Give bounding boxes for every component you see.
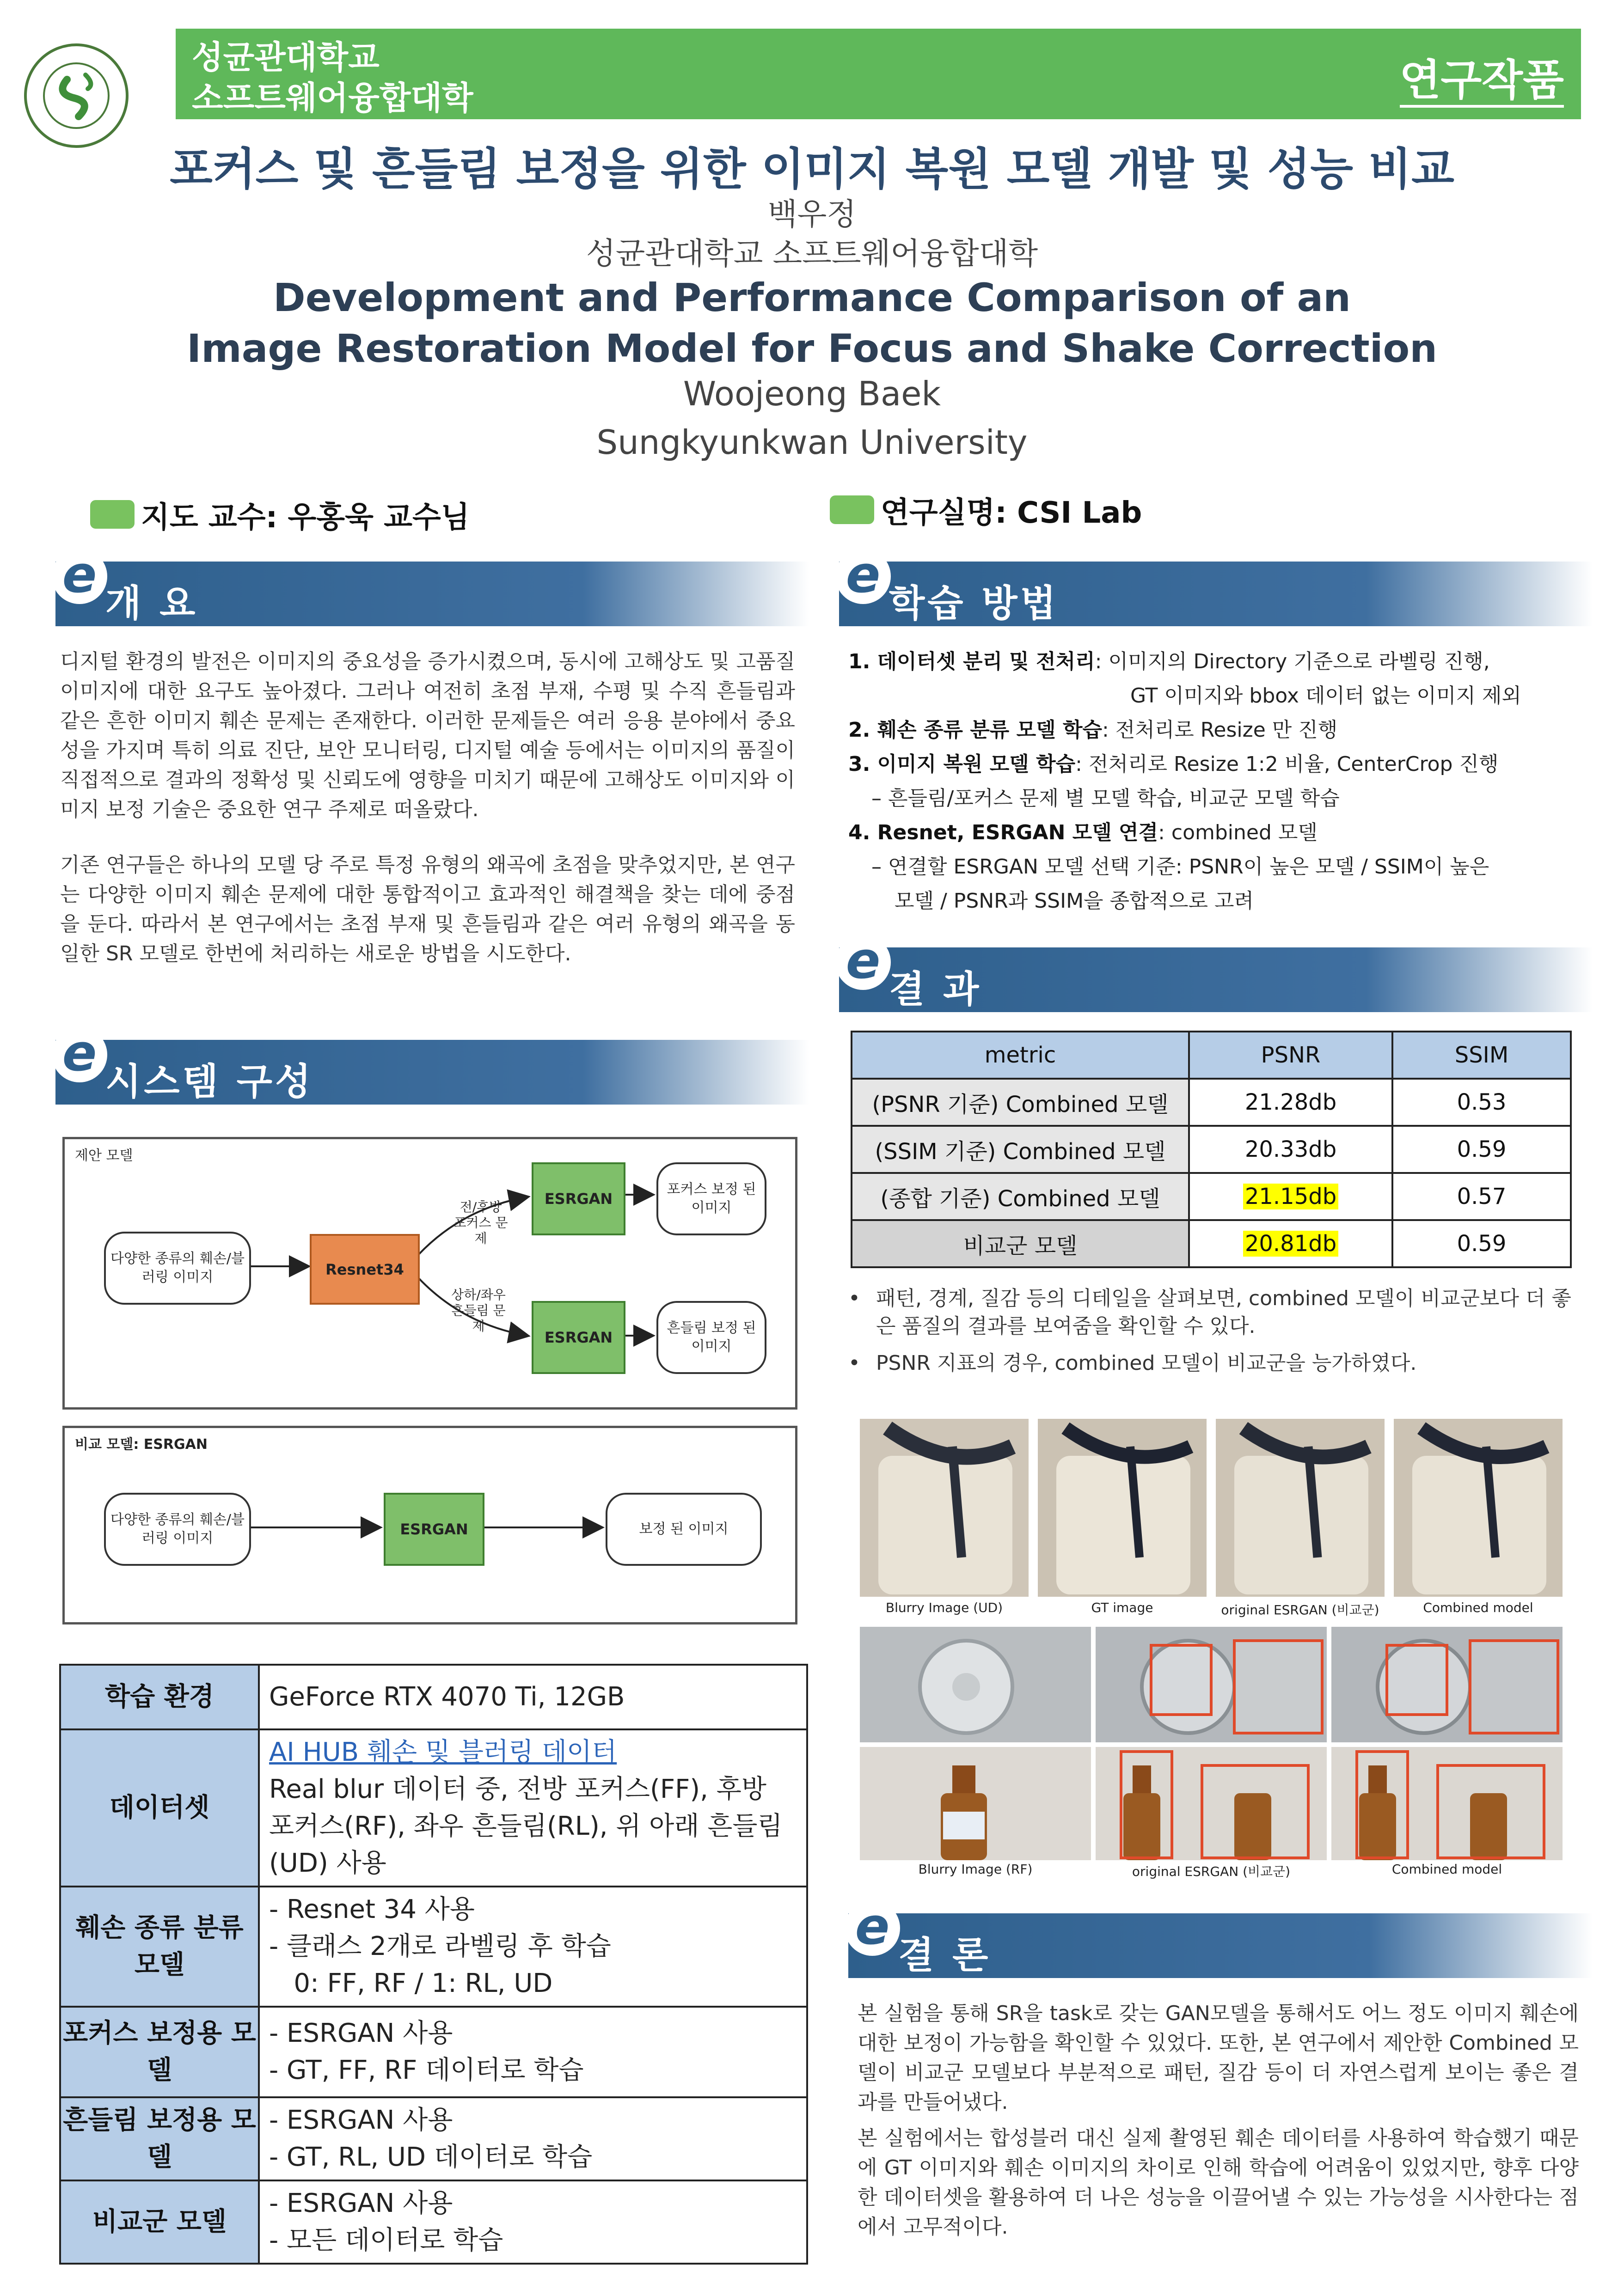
header-cell: metric: [852, 1032, 1189, 1079]
section-overview-header: [55, 545, 809, 626]
list-item-continuation: GT 이미지와 bbox 데이터 없는 이미지 제외: [1130, 684, 1521, 708]
diagram-title: 제안 모델: [75, 1148, 133, 1164]
caption: GT image: [1091, 1600, 1153, 1615]
photo-fan-blurry: [860, 1627, 1091, 1742]
row-value: - 클래스 2개로 라벨링 후 학습: [269, 1931, 611, 1961]
photo-bag-esrgan: [1216, 1419, 1385, 1597]
table-row: [852, 1079, 1571, 1126]
table-row: [60, 1665, 807, 1729]
ssim-cell: 0.59: [1392, 1220, 1571, 1267]
row-value: 0: FF, RF / 1: RL, UD: [269, 1968, 553, 1998]
caption: Combined model: [1391, 1862, 1502, 1877]
caption: Combined model: [1423, 1600, 1533, 1615]
table-row: [60, 2097, 807, 2180]
section-conclusion-header: [848, 1897, 1593, 1978]
row-value: - GT, FF, RF 데이터로 학습: [269, 2055, 584, 2085]
proposed-model-diagram: [62, 1137, 797, 1410]
lab-label: 연구실명: CSI Lab: [881, 496, 1142, 530]
psnr-cell-highlighted: 20.81db: [1243, 1231, 1338, 1257]
list-subitem: – 연결할 ESRGAN 모델 선택 기준: PSNR이 높은 모델 / SSIM이 높은: [871, 855, 1489, 879]
header-cell: PSNR: [1189, 1032, 1392, 1079]
list-item: 4. Resnet, ESRGAN 모델 연결: combined 모델: [848, 821, 1318, 844]
photo-bag-combined: [1394, 1419, 1563, 1597]
section-title: 시스템 구성: [105, 1060, 314, 1103]
category-tag: 연구작품: [1400, 46, 1564, 107]
advisor-label: 지도 교수: 우홍욱 교수님: [141, 501, 470, 535]
title-english-line1: Development and Performance Comparison of an: [273, 275, 1351, 320]
list-item: • 패턴, 경계, 질감 등의 디테일을 살펴보면, combined 모델이 비교군보다 더 좋은 품질의 결과를 보여줌을 확인할 수 있다.: [848, 1287, 1571, 1338]
diagram-title: 비교 모델: ESRGAN: [75, 1436, 208, 1453]
row-label: (PSNR 기준) Combined 모델: [852, 1079, 1189, 1126]
ssim-cell: 0.59: [1392, 1126, 1571, 1173]
section-results-header: [839, 931, 1593, 1012]
list-item: • PSNR 지표의 경우, combined 모델이 비교군을 능가하였다.: [848, 1351, 1417, 1375]
comparison-model-diagram: [62, 1426, 797, 1624]
author-english: Woojeong Baek: [683, 374, 941, 413]
input-images-node: 다양한 종류의 훼손/블러링 이미지: [104, 1232, 251, 1305]
row-label: 학습 환경: [60, 1665, 259, 1729]
list-item: 3. 이미지 복원 모델 학습: 전처리로 Resize 1:2 비율, CenterCrop 진행: [848, 752, 1499, 776]
row-label: 흔들림 보정용 모델: [60, 2097, 259, 2180]
row-label: (종합 기준) Combined 모델: [852, 1173, 1189, 1220]
university-seal-logo: [23, 43, 129, 149]
esrgan-shake-node: ESRGAN: [532, 1301, 625, 1374]
row-label: 비교군 모델: [60, 2180, 259, 2264]
row-value: - 모든 데이터로 학습: [269, 2225, 503, 2255]
row-value: GeForce RTX 4070 Ti, 12GB: [269, 1682, 625, 1712]
section-e-icon: e: [835, 934, 891, 990]
row-label: 훼손 종류 분류 모델: [60, 1887, 259, 2007]
branch-label-shake: 상하/좌우 흔들림 문제: [451, 1287, 506, 1334]
esrgan-focus-node: ESRGAN: [532, 1162, 625, 1235]
input-images-node: 다양한 종류의 훼손/블러링 이미지: [104, 1493, 251, 1566]
section-title: 개 요: [105, 582, 198, 625]
photo-bottle-esrgan: [1096, 1747, 1327, 1860]
psnr-cell: 20.33db: [1189, 1126, 1392, 1173]
caption: Blurry Image (RF): [918, 1862, 1033, 1877]
result-comparison-figure: [860, 1419, 1563, 1881]
psnr-cell-highlighted: 21.15db: [1243, 1184, 1338, 1209]
photo-fan-combined: [1331, 1627, 1563, 1742]
ssim-cell: 0.53: [1392, 1079, 1571, 1126]
photo-bottle-blurry: [860, 1747, 1091, 1860]
section-e-icon: e: [845, 1900, 900, 1956]
method-list: [848, 645, 1588, 918]
table-row: [852, 1173, 1571, 1220]
table-row: [60, 2007, 807, 2097]
list-subitem: 모델 / PSNR과 SSIM을 종합적으로 고려: [895, 889, 1254, 913]
list-subitem: – 흔들림/포커스 문제 별 모델 학습, 비교군 모델 학습: [871, 787, 1340, 810]
row-value: - Resnet 34 사용: [269, 1894, 475, 1924]
branch-label-focus: 전/후방 포커스 문제: [453, 1199, 508, 1246]
photo-bag-blurry: [860, 1419, 1029, 1597]
lab-bullet: [830, 495, 874, 524]
row-value: - ESRGAN 사용: [269, 2188, 453, 2218]
conclusion-paragraph-1: 본 실험을 통해 SR을 task로 갖는 GAN모델을 통해서도 어느 정도 이미지 훼손에 대한 보정이 가능함을 확인할 수 있었다. 또한, 본 연구에서 제안한 Combined 모델이 비교군 모델보다 부분적으로 패턴, 질감 등이 더 자연스럽게 보이는 좋은 결과를 만들어냈다.: [858, 2002, 1579, 2114]
row-label: (SSIM 기준) Combined 모델: [852, 1126, 1189, 1173]
ssim-cell: 0.57: [1392, 1173, 1571, 1220]
overview-paragraph-2: 기존 연구들은 하나의 모델 당 주로 특정 유형의 왜곡에 초점을 맞추었지만, 본 연구는 다양한 이미지 훼손 문제에 대한 통합적이고 효과적인 해결책을 찾는 데에 중점을 둔다. 따라서 본 연구에서는 초점 부재 및 흔들림과 같은 여러 유형의 왜곡을 동일한 SR 모델로 한번에 처리하는 새로운 방법을 시도한다.: [60, 853, 795, 965]
list-item: 1. 데이터셋 분리 및 전처리: 이미지의 Directory 기준으로 라벨링 진행,: [848, 650, 1490, 673]
resnet34-node: Resnet34: [310, 1234, 420, 1305]
overview-paragraph-1: 디지털 환경의 발전은 이미지의 중요성을 증가시켰으며, 동시에 고해상도 및 고품질 이미지에 대한 요구도 높아졌다. 그러나 여전히 초점 부재, 수평 및 수직 흔들림과 같은 흔한 이미지 훼손 문제는 존재한다. 이러한 문제들은 여러 응용 분야에서 중요성을 가지며 특히 의료 진단, 보안 모니터링, 디지털 예술 등에서는 이미지의 품질이 직접적으로 결과의 정확성 및 신뢰도에 영향을 미치기 때문에 고해상도 이미지와 이미지 보정 기술은 중요한 연구 주제로 떠올랐다.: [60, 650, 795, 821]
university-name: 성균관대학교 소프트웨어융합대학: [192, 38, 473, 117]
output-node: 보정 된 이미지: [606, 1493, 762, 1566]
author-korean: 백우정: [767, 196, 857, 232]
row-label: 포커스 보정용 모델: [60, 2007, 259, 2097]
header-cell: SSIM: [1392, 1032, 1571, 1079]
title-korean: 포커스 및 흔들림 보정을 위한 이미지 복원 모델 개발 및 성능 비교: [170, 143, 1454, 195]
caption: Blurry Image (UD): [885, 1600, 1003, 1615]
section-method-header: [839, 545, 1593, 626]
row-label: 비교군 모델: [852, 1220, 1189, 1267]
photo-fan-esrgan: [1096, 1627, 1327, 1742]
output-shake-node: 흔들림 보정 된 이미지: [656, 1301, 766, 1374]
table-row: [60, 1729, 807, 1887]
affiliation-english: Sungkyunkwan University: [596, 423, 1028, 462]
results-table: [851, 1031, 1572, 1268]
section-title: 학습 방법: [889, 582, 1059, 625]
title-english-line2: Image Restoration Model for Focus and Shake Correction: [186, 326, 1438, 371]
row-value: - GT, RL, UD 데이터로 학습: [269, 2142, 593, 2172]
section-system-header: [55, 1023, 809, 1105]
row-value: Real blur 데이터 중, 전방 포커스(FF), 후방 포커스(RF), 좌우 흔들림(RL), 위 아래 흔들림(UD) 사용: [269, 1774, 783, 1878]
table-row: [852, 1126, 1571, 1173]
section-e-icon: e: [835, 549, 891, 604]
conclusion-paragraph-2: 본 실험에서는 합성블러 대신 실제 촬영된 훼손 데이터를 사용하여 학습했기 때문에 GT 이미지와 훼손 이미지의 차이로 인해 학습에 어려움이 있었지만, 향후 다양한 데이터셋을 활용하여 더 나은 성능을 이끌어낼 수 있는 가능성을 시사한다는 점에서 고무적이다.: [858, 2126, 1579, 2239]
row-value: - ESRGAN 사용: [269, 2018, 453, 2048]
training-environment-table: [59, 1664, 808, 2265]
section-e-icon: e: [52, 1027, 107, 1082]
esrgan-node: ESRGAN: [384, 1493, 484, 1566]
affiliation-korean: 성균관대학교 소프트웨어융합대학: [586, 236, 1038, 271]
table-row: [60, 2180, 807, 2264]
results-bullets: [848, 1285, 1579, 1377]
row-label: 데이터셋: [60, 1729, 259, 1887]
caption: original ESRGAN (비교군): [1132, 1864, 1291, 1879]
section-title: 결 과: [889, 968, 982, 1011]
output-focus-node: 포커스 보정 된 이미지: [656, 1162, 766, 1235]
section-title: 결 론: [898, 1934, 991, 1977]
table-header-row: [852, 1032, 1571, 1079]
row-value: - ESRGAN 사용: [269, 2105, 453, 2135]
advisor-bullet: [90, 500, 135, 529]
list-item: 2. 훼손 종류 분류 모델 학습: 전처리로 Resize 만 진행: [848, 718, 1338, 742]
photo-bottle-combined: [1331, 1747, 1563, 1860]
table-row: [60, 1887, 807, 2007]
psnr-cell: 21.28db: [1189, 1079, 1392, 1126]
photo-bag-gt: [1038, 1419, 1207, 1597]
section-e-icon: e: [52, 549, 107, 604]
caption: original ESRGAN (비교군): [1221, 1602, 1379, 1618]
table-row: [852, 1220, 1571, 1267]
dataset-link[interactable]: AI HUB 훼손 및 블러링 데이터: [269, 1737, 617, 1767]
